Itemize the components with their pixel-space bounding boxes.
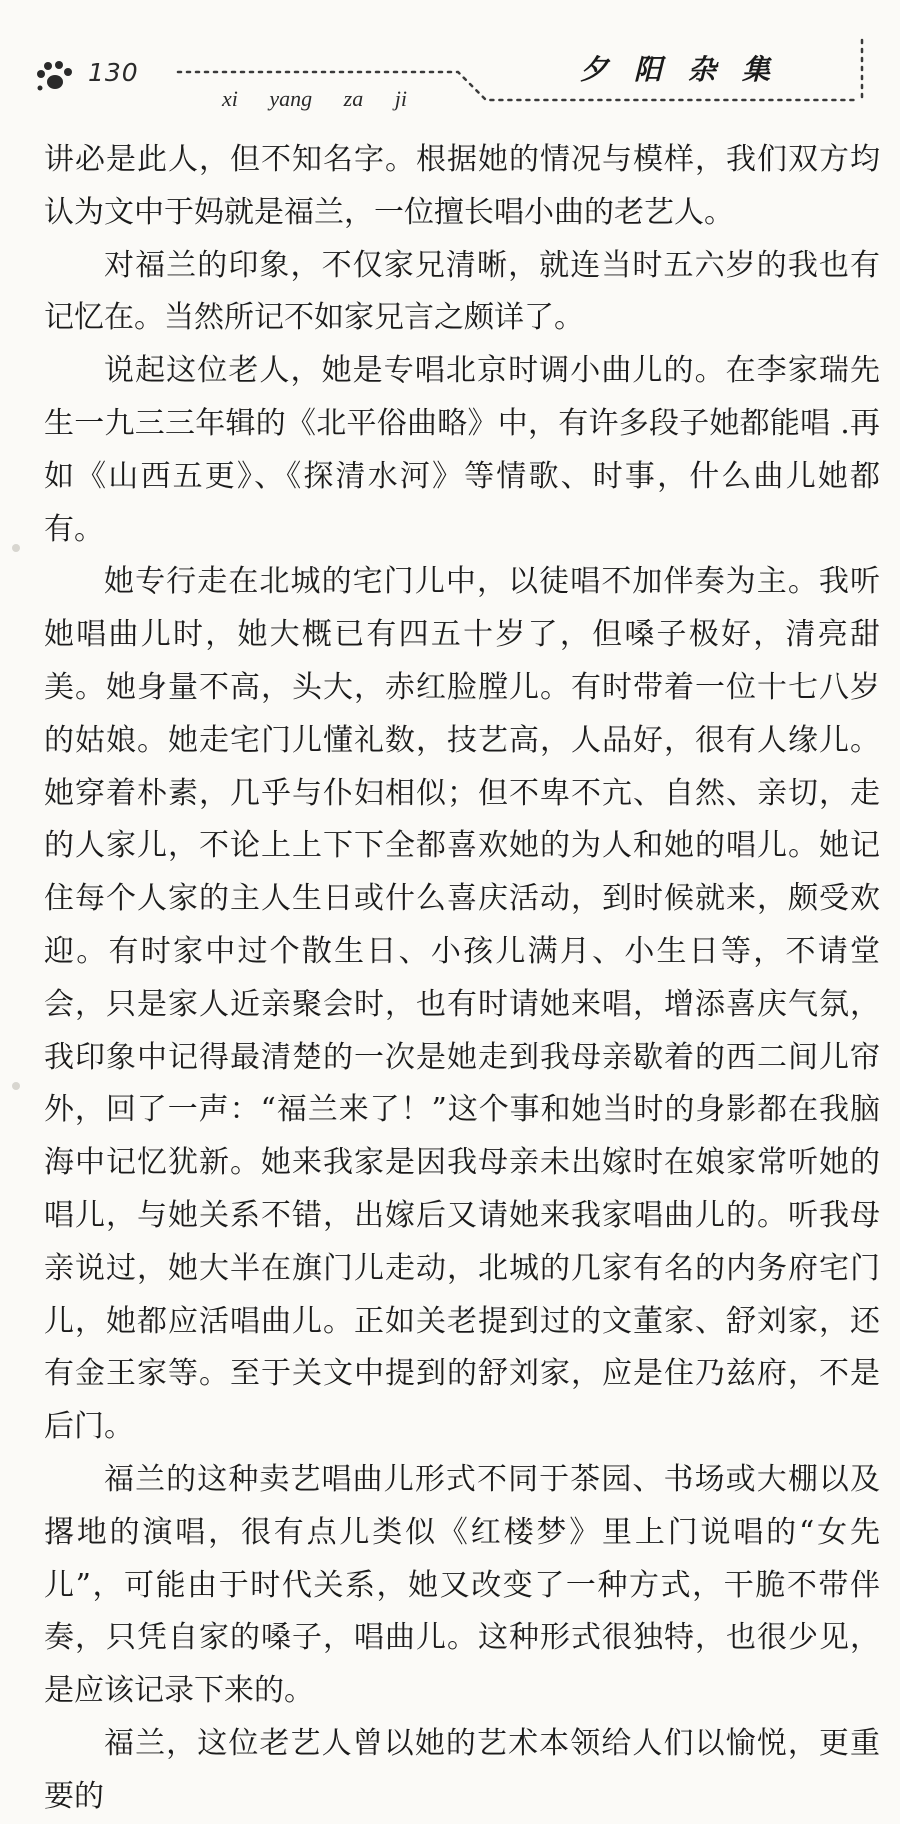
paragraph: 说起这位老人，她是专唱北京时调小曲儿的。在李家瑞先生一九三三年辑的《北平俗曲略》中，有许多段子她都能唱 .再如《山西五更》、《探清水河》等情歌、时事，什么曲儿她都有。 [44,353,880,547]
page-number: 130 [88,58,139,87]
paragraph: 福兰，这位老艺人曾以她的艺术本领给人们以愉悦，更重要的 [44,1725,880,1814]
pinyin-title: xi yang za ji [222,86,407,111]
book-title: 夕阳杂集 [580,53,797,86]
paragraph: 她专行走在北城的宅门儿中，以徒唱不加伴奏为主。我听她唱曲儿时，她大概已有四五十岁了，但嗓子极好，清亮甜美。她身量不高，头大，赤红脸膛儿。有时带着一位十七八岁的姑娘。她走宅门儿懂礼数，技艺高，人品好，很有人缘儿。她穿着朴素，几乎与仆妇相似；但不卑不亢、自然、亲切，走的人家儿，不论上上下下全都喜欢她的为人和她的唱儿。她记住每个人家的主人生日或什么喜庆活动，到时候就来，颇受欢迎。有时家中过个散生日、小孩儿满月、小生日等，不请堂会，只是家人近亲聚会时，也有时请她来唱，增添喜庆气氛，我印象中记得最清楚的一次是她走到我母亲歇着的西二间儿帘外，回了一声：“福兰来了！”这个事和她当时的身影都在我脑海中记忆犹新。她来我家是因我母亲未出嫁时在娘家常听她的唱儿，与她关系不错，出嫁后又请她来我家唱曲儿的。听我母亲说过，她大半在旗门儿走动，北城的几家有名的内务府宅门儿，她都应活唱曲儿。正如关老提到过的文董家、舒刘家，还有金王家等。至于关文中提到的舒刘家，应是住乃兹府，不是后门。 [44,564,880,1445]
paragraph-continuation: 讲必是此人，但不知名字。根据她的情况与模样，我们双方均认为文中于妈就是福兰，一位擅长唱小曲的老艺人。 [44,142,880,230]
paragraph: 福兰的这种卖艺唱曲儿形式不同于茶园、书场或大棚以及撂地的演唱，很有点儿类似《红楼梦》里上门说唱的“女先儿”，可能由于时代关系，她又改变了一种方式，干脆不带伴奏，只凭自家的嗓子，唱曲儿。这种形式很独特，也很少见，是应该记录下来的。 [44,1461,880,1709]
paragraph: 对福兰的印象，不仅家兄清晰，就连当时五六岁的我也有记忆在。当然所记不如家兄言之颇详了。 [44,247,880,336]
